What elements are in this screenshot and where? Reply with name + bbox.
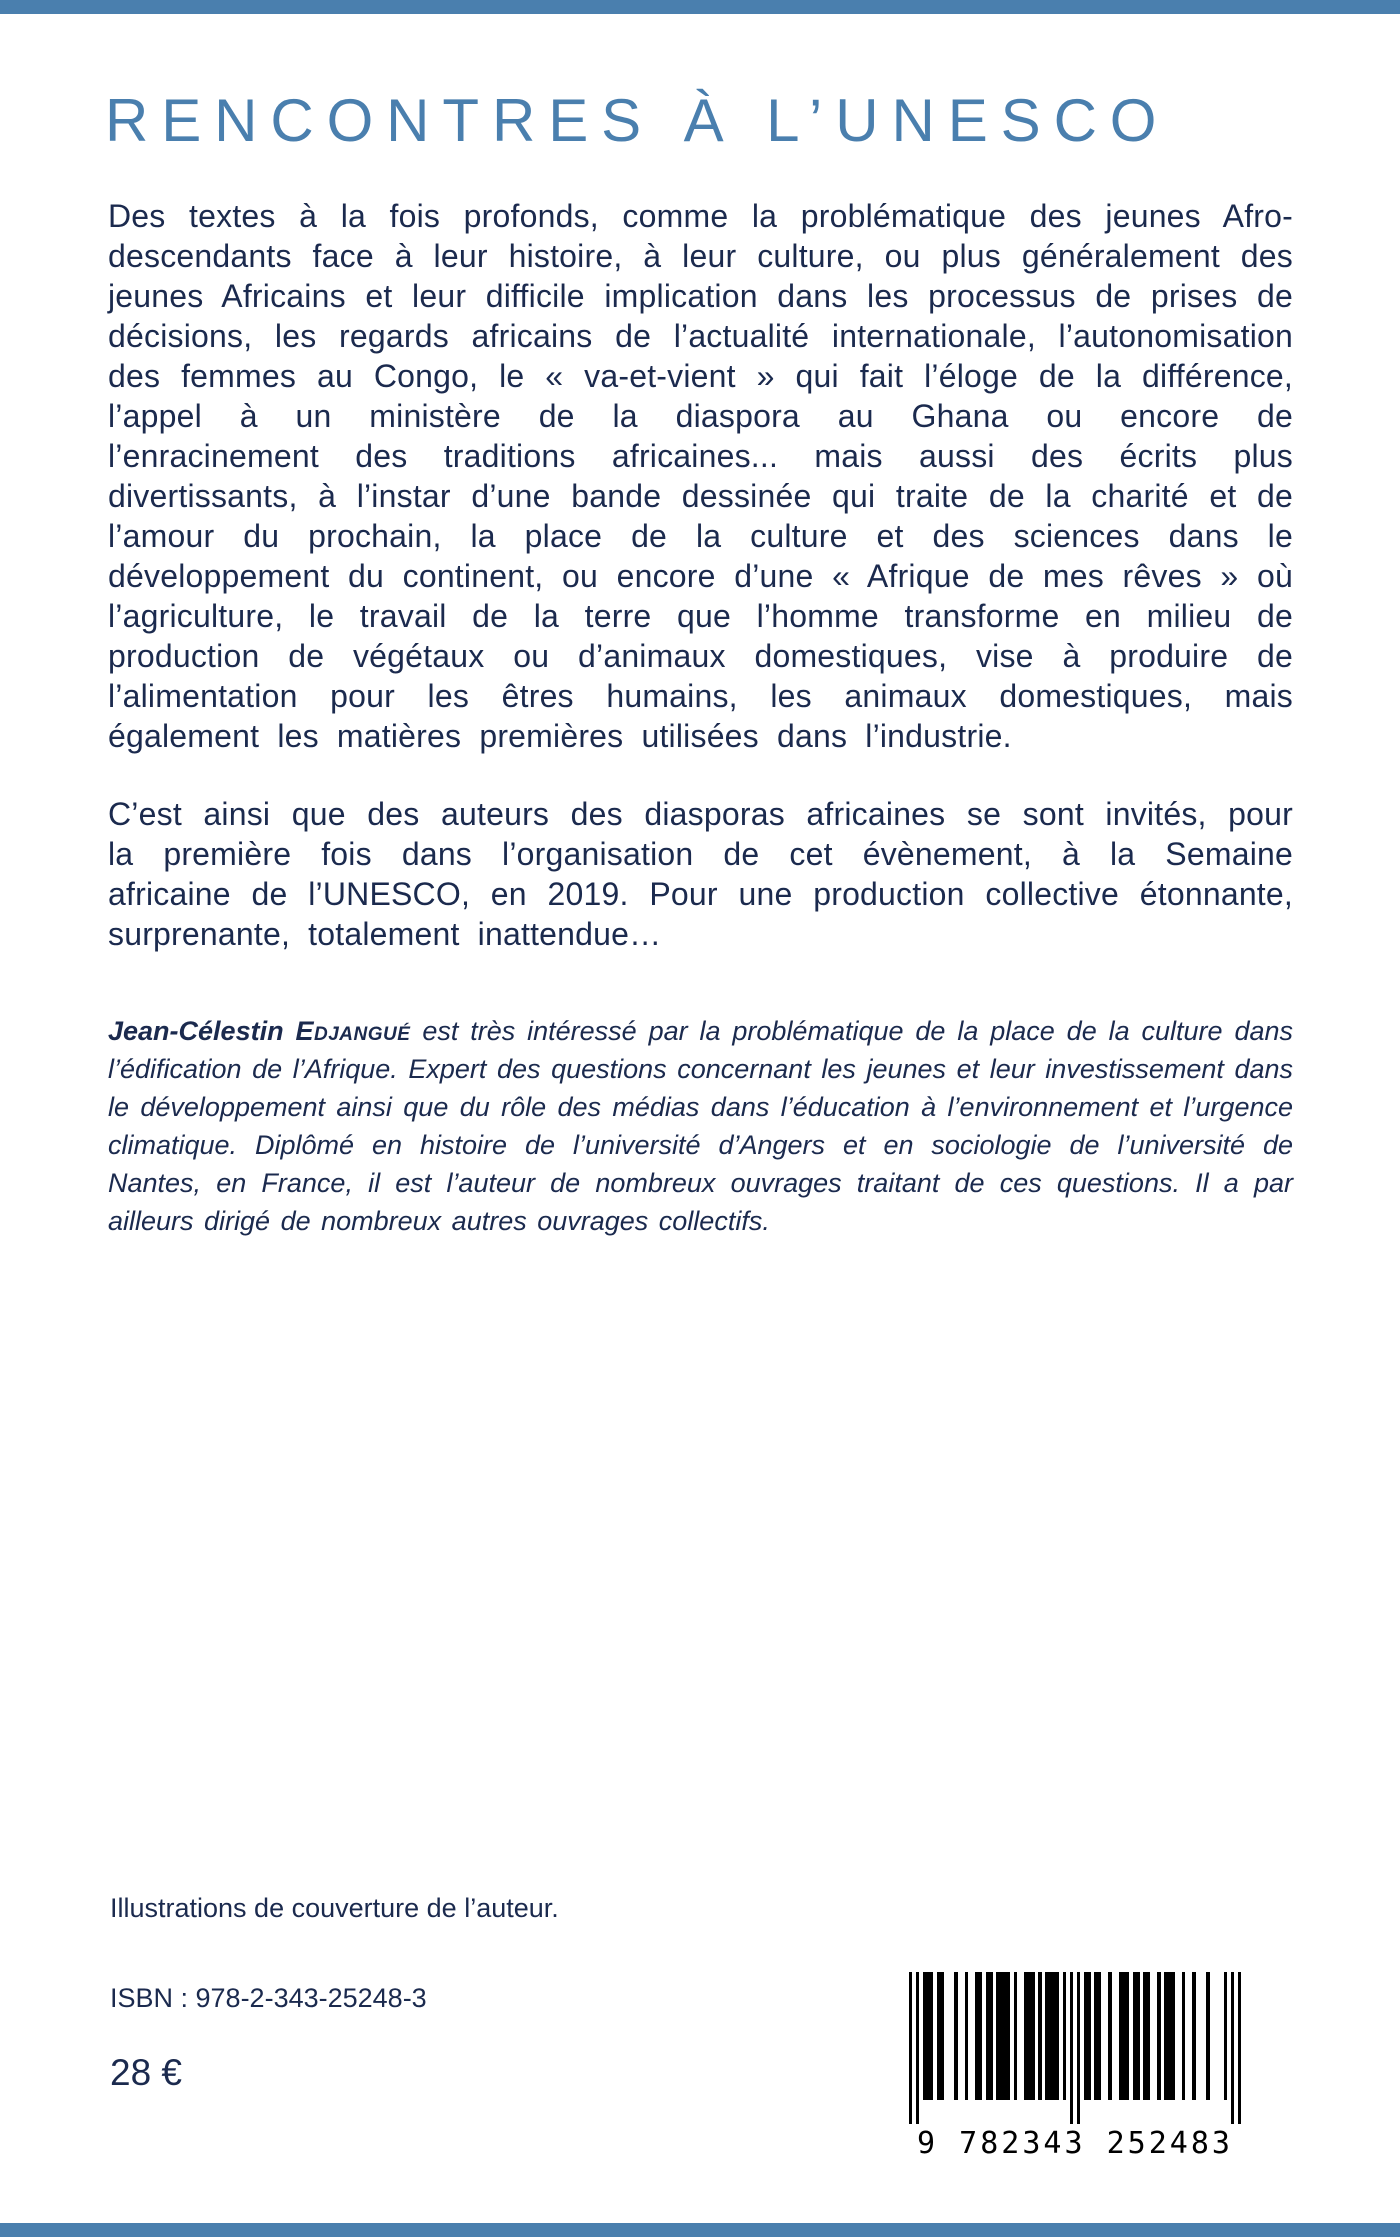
barcode-digits: 9 782343 252483 [917, 2126, 1233, 2161]
top-blue-bar [0, 0, 1400, 14]
barcode [905, 1972, 1245, 2161]
price-label: 28 € [110, 2052, 183, 2093]
author-bio [108, 1012, 1293, 1240]
author-surname: Edjangué [295, 1016, 411, 1046]
author-first-name: Jean-Célestin [108, 1016, 284, 1046]
bottom-blue-bar [0, 2223, 1400, 2237]
illustrations-credit: Illustrations de couverture de l’auteur. [110, 1893, 559, 1923]
synopsis-block [108, 196, 1293, 1240]
author-bio-text: est très intéressé par la problématique de la place de la culture dans l’édification de l’Afrique. Expert des questions concernant les jeunes et leur investissement dans le développement ainsi que du rôle des médias dans l’éducation à l’environnement et l’urgence climatique. Diplômé en histoire de l’université d’Angers et en sociologie de l’université de Nantes, en France, il est l’auteur de nombreux ouvrages traitant de ces questions. Il a par ailleurs dirigé de nombreux autres ouvrages collectifs. [108, 1016, 1293, 1236]
synopsis-paragraph-1: Des textes à la fois profonds, comme la problématique des jeunes Afro-descendants face à leur histoire, à leur culture, ou plus généralement des jeunes Africains et leur difficile implication dans les processus de prises de décisions, les regards africains de l’actualité internationale, l’autonomisation des femmes au Congo, le « va-et-vient » qui fait l’éloge de la différence, l’appel à un ministère de la diaspora au Ghana ou encore de l’enracinement des traditions africaines... mais aussi des écrits plus divertissants, à l’instar d’une bande dessinée qui traite de la charité et de l’amour du prochain, la place de la culture et des sciences dans le développement du continent, ou encore d’une « Afrique de mes rêves » où l’agriculture, le travail de la terre que l’homme transforme en milieu de production de végétaux ou d’animaux domestiques, vise à produire de l’alimentation pour les êtres humains, les animaux domestiques, mais également les matières premières utilisées dans l’industrie. [108, 198, 1293, 754]
page-title: RENCONTRES À L’UNESCO [105, 87, 1170, 154]
barcode-bars [905, 1972, 1245, 2124]
isbn-number: ISBN : 978-2-343-25248-3 [110, 1983, 427, 2013]
synopsis-paragraph-2: C’est ainsi que des auteurs des diasporas africaines se sont invités, pour la première fois dans l’organisation de cet évènement, à la Semaine africaine de l’UNESCO, en 2019. Pour une production collective étonnante, surprenante, totalement inattendue… [108, 796, 1293, 952]
